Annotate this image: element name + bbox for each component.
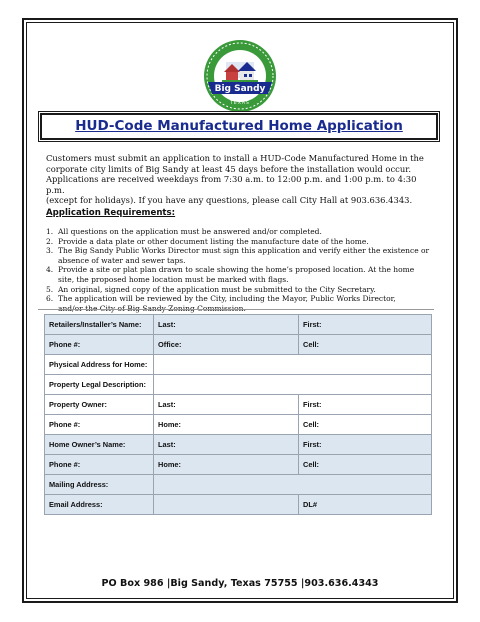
requirement-item xyxy=(46,246,438,265)
requirement-item xyxy=(46,265,438,284)
application-form-table xyxy=(44,314,432,515)
form-subfield[interactable]: Last: xyxy=(154,315,299,335)
form-row xyxy=(45,435,432,455)
form-input-cell[interactable] xyxy=(154,355,432,375)
requirement-number: 3. xyxy=(46,246,54,256)
form-row xyxy=(45,355,432,375)
form-row xyxy=(45,315,432,335)
intro-line: Customers must submit an application to install a HUD-Code Manufactured Home in the xyxy=(46,153,424,163)
form-subfield[interactable]: First: xyxy=(299,395,432,415)
requirement-number: 1. xyxy=(46,227,54,236)
form-input-cell[interactable] xyxy=(154,475,432,495)
requirement-number: 4. xyxy=(46,265,54,275)
form-subfield[interactable]: Cell: xyxy=(299,335,432,355)
requirement-line: Provide a site or plat plan drawn to scale showing the home’s proposed location. At the home xyxy=(58,265,415,275)
form-row xyxy=(45,335,432,355)
form-subfield[interactable]: Last: xyxy=(154,395,299,415)
logo-name-text: Big Sandy xyxy=(214,84,266,94)
requirement-line: The application will be reviewed by the City, including the Mayor, Public Works Director, xyxy=(58,294,396,304)
form-input-cell[interactable] xyxy=(154,375,432,395)
form-field-label: Property Legal Description: xyxy=(45,375,154,395)
form-row xyxy=(45,475,432,495)
form-row xyxy=(45,375,432,395)
form-row xyxy=(45,495,432,515)
requirement-text xyxy=(58,227,322,237)
form-field-label: Home Owner’s Name: xyxy=(45,435,154,455)
requirement-line: absence of water and sewer taps. xyxy=(58,255,186,265)
form-subfield[interactable]: First: xyxy=(299,435,432,455)
form-subfield[interactable]: Last: xyxy=(154,435,299,455)
logo-state-text: TEXAS xyxy=(230,101,250,106)
intro-paragraph xyxy=(46,153,436,206)
form-field-label: Physical Address for Home: xyxy=(45,355,154,375)
requirement-line: All questions on the application must be answered and/or completed. xyxy=(58,227,322,236)
title-box xyxy=(40,113,438,140)
form-subfield[interactable]: First: xyxy=(299,315,432,335)
form-row xyxy=(45,415,432,435)
requirement-item xyxy=(46,285,438,295)
section-divider xyxy=(38,309,434,310)
requirement-item xyxy=(46,227,438,237)
form-field-label: Phone #: xyxy=(45,455,154,475)
page-title: HUD-Code Manufactured Home Application xyxy=(75,118,403,134)
requirements-heading: Application Requirements: xyxy=(46,208,176,218)
requirement-line: The Big Sandy Public Works Director must sign this application and verify either the existence or xyxy=(58,246,430,256)
form-subfield[interactable]: Home: xyxy=(154,415,299,435)
form-field-label: Mailing Address: xyxy=(45,475,154,495)
requirement-item xyxy=(46,294,438,313)
requirement-item xyxy=(46,237,438,247)
form-subfield[interactable]: Office: xyxy=(154,335,299,355)
form-field-label: Email Address: xyxy=(45,495,154,515)
requirement-number: 5. xyxy=(46,284,54,294)
form-subfield[interactable]: Cell: xyxy=(299,455,432,475)
requirement-line: Provide a data plate or other document listing the manufacture date of the home. xyxy=(58,236,369,246)
intro-line: (except for holidays). If you have any questions, please call City Hall at 903.636.4343. xyxy=(46,195,413,206)
requirement-text xyxy=(58,237,369,247)
intro-line: corporate city limits of Big Sandy at least 45 days before the installation would occur. xyxy=(46,163,411,174)
form-field-label: Retailers/Installer’s Name: xyxy=(45,315,154,335)
requirement-number: 6. xyxy=(46,294,54,304)
footer-contact: PO Box 986 |Big Sandy, Texas 75755 |903.636.4343 xyxy=(101,578,379,589)
form-field-label: Phone #: xyxy=(45,335,154,355)
requirement-text xyxy=(58,246,429,265)
form-row xyxy=(45,395,432,415)
form-input-cell[interactable] xyxy=(154,495,299,515)
big-sandy-seal-logo xyxy=(202,38,278,114)
form-field-label: Phone #: xyxy=(45,415,154,435)
form-field-label: Property Owner: xyxy=(45,395,154,415)
form-subfield[interactable]: Cell: xyxy=(299,415,432,435)
form-subfield[interactable]: DL# xyxy=(299,495,432,515)
requirement-number: 2. xyxy=(46,236,54,246)
intro-line: Applications are received weekdays from 7:30 a.m. to 12:00 p.m. and 1:00 p.m. to 4:30 p.m. xyxy=(46,174,417,195)
requirement-text xyxy=(58,294,396,313)
requirement-line: and/or the City of Big Sandy Zoning Commission. xyxy=(58,303,246,313)
requirement-text xyxy=(58,265,414,284)
requirement-line: An original, signed copy of the application must be submitted to the City Secretary. xyxy=(58,284,376,294)
form-subfield[interactable]: Home: xyxy=(154,455,299,475)
requirement-line: site, the proposed home location must be marked with flags. xyxy=(58,274,289,284)
form-row xyxy=(45,455,432,475)
requirement-text xyxy=(58,285,376,295)
